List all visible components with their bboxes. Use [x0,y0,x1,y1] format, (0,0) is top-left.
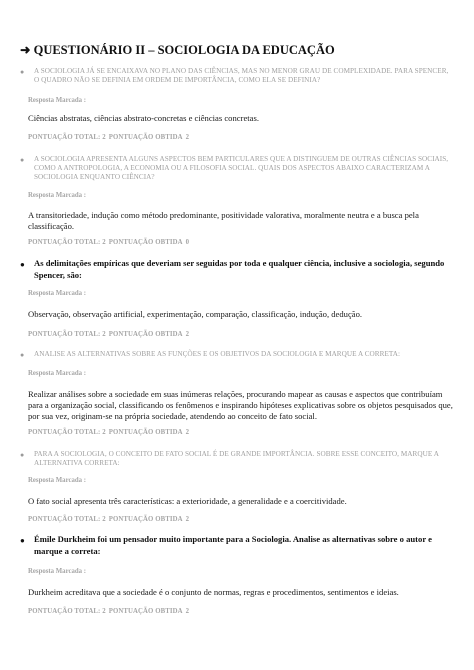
score-line [28,429,192,436]
question-item [20,350,454,360]
question-text: A SOCIOLOGIA APRESENTA ALGUNS ASPECTOS BEM PARTICULARES QUE A DISTINGUEM DE OUTRAS CIÊNCIAS SOCIAIS, COMO A ANTROPOLOGIA, A ECONOMIA OU A FILOSOFIA SOCIAL. QUAIS DOS ASPECTOS ABAIXO CARACTERIZAM A SOCIOLOGIA ENQUANTO CIÊNCIA? [34,155,449,181]
score-obtained-label: PONTUAÇÃO OBTIDA [108,239,183,246]
score-obtained-value: 2 [185,331,190,338]
score-line [28,331,192,338]
score-total: PONTUAÇÃO TOTAL: 2 [28,331,106,338]
marked-answer-label: Resposta Marcada : [28,370,87,377]
page-title: ➜ QUESTIONÁRIO II – SOCIOLOGIA DA EDUCAÇÃO [20,43,335,57]
bullet-icon: ● [20,260,25,269]
score-obtained-label: PONTUAÇÃO OBTIDA [108,134,183,141]
score-obtained-label: PONTUAÇÃO OBTIDA [108,331,183,338]
score-obtained-value: 2 [185,429,190,436]
question-text: ANALISE AS ALTERNATIVAS SOBRE AS FUNÇÕES E OS OBJETIVOS DA SOCIOLOGIA E MARQUE A CORRETA: [34,350,401,358]
score-total: PONTUAÇÃO TOTAL: 2 [28,608,106,615]
question-text: Émile Durkheim foi um pensador muito importante para a Sociologia. Analise as alternativas sobre o autor e marque a correta: [34,534,432,556]
score-obtained-value: 2 [185,608,190,615]
score-total: PONTUAÇÃO TOTAL: 2 [28,429,106,436]
question-text: As delimitações empíricas que deveriam ser seguidas por toda e qualquer ciência, inclusive a sociologia, segundo Spencer, são: [34,258,445,280]
answer-text: O fato social apresenta três características: a exterioridade, a generalidade e a coercitividade. [28,496,347,506]
score-obtained-value: 0 [185,239,190,246]
answer-text: Realizar análises sobre a sociedade em suas inúmeras relações, procurando mapear as causas e aspectos que contribuíam para a organização social, classificando os fenômenos e inspirando hipóteses explicativas sobre os objetos pesquisados que, por sua vez, originam-se na própria sociedade, atendendo ao conceito de fato social. [28,389,453,422]
score-line [28,134,192,141]
score-line [28,516,192,523]
question-item [20,450,454,468]
answer-text: A transitoriedade, indução como método predominante, positividade valorativa, moralmente neutra e a busca pela classificação. [28,210,419,232]
answer-text: Durkheim acreditava que a sociedade é o conjunto de normas, regras e procedimentos, sentimentos e ideias. [28,587,399,597]
answer-text: Observação, observação artificial, experimentação, comparação, classificação, indução, dedução. [28,309,363,319]
marked-answer-label: Resposta Marcada : [28,97,87,104]
bullet-icon: ● [20,156,25,164]
score-line [28,239,192,246]
answer-text: Ciências abstratas, ciências abstrato-concretas e ciências concretas. [28,113,259,123]
score-total: PONTUAÇÃO TOTAL: 2 [28,134,106,141]
score-obtained-label: PONTUAÇÃO OBTIDA [108,429,183,436]
score-line [28,608,192,615]
score-obtained-value: 2 [185,134,190,141]
score-obtained-label: PONTUAÇÃO OBTIDA [108,516,183,523]
question-item [20,258,454,281]
score-obtained-value: 2 [185,516,190,523]
score-total: PONTUAÇÃO TOTAL: 2 [28,516,106,523]
question-item [20,534,454,557]
marked-answer-label: Resposta Marcada : [28,192,87,199]
bullet-icon: ● [20,536,25,545]
score-obtained-label: PONTUAÇÃO OBTIDA [108,608,183,615]
bullet-icon: ● [20,351,25,359]
bullet-icon: ● [20,451,25,459]
marked-answer-label: Resposta Marcada : [28,290,87,297]
question-item [20,155,454,182]
score-total: PONTUAÇÃO TOTAL: 2 [28,239,106,246]
question-text: PARA A SOCIOLOGIA, O CONCEITO DE FATO SOCIAL É DE GRANDE IMPORTÂNCIA. SOBRE ESSE CONCEITO, MARQUE A ALTERNATIVA CORRETA: [34,450,439,467]
question-text: A SOCIOLOGIA JÁ SE ENCAIXAVA NO PLANO DAS CIÊNCIAS, MAS NO MENOR GRAU DE COMPLEXIDADE. PARA SPENCER, O QUADRO NÃO SE DEFINIA EM ORDEM DE IMPORTÂNCIA, COMO ELA SE DEFINIA? [34,67,449,84]
question-item [20,67,454,85]
marked-answer-label: Resposta Marcada : [28,568,87,575]
bullet-icon: ● [20,68,25,76]
marked-answer-label: Resposta Marcada : [28,477,87,484]
